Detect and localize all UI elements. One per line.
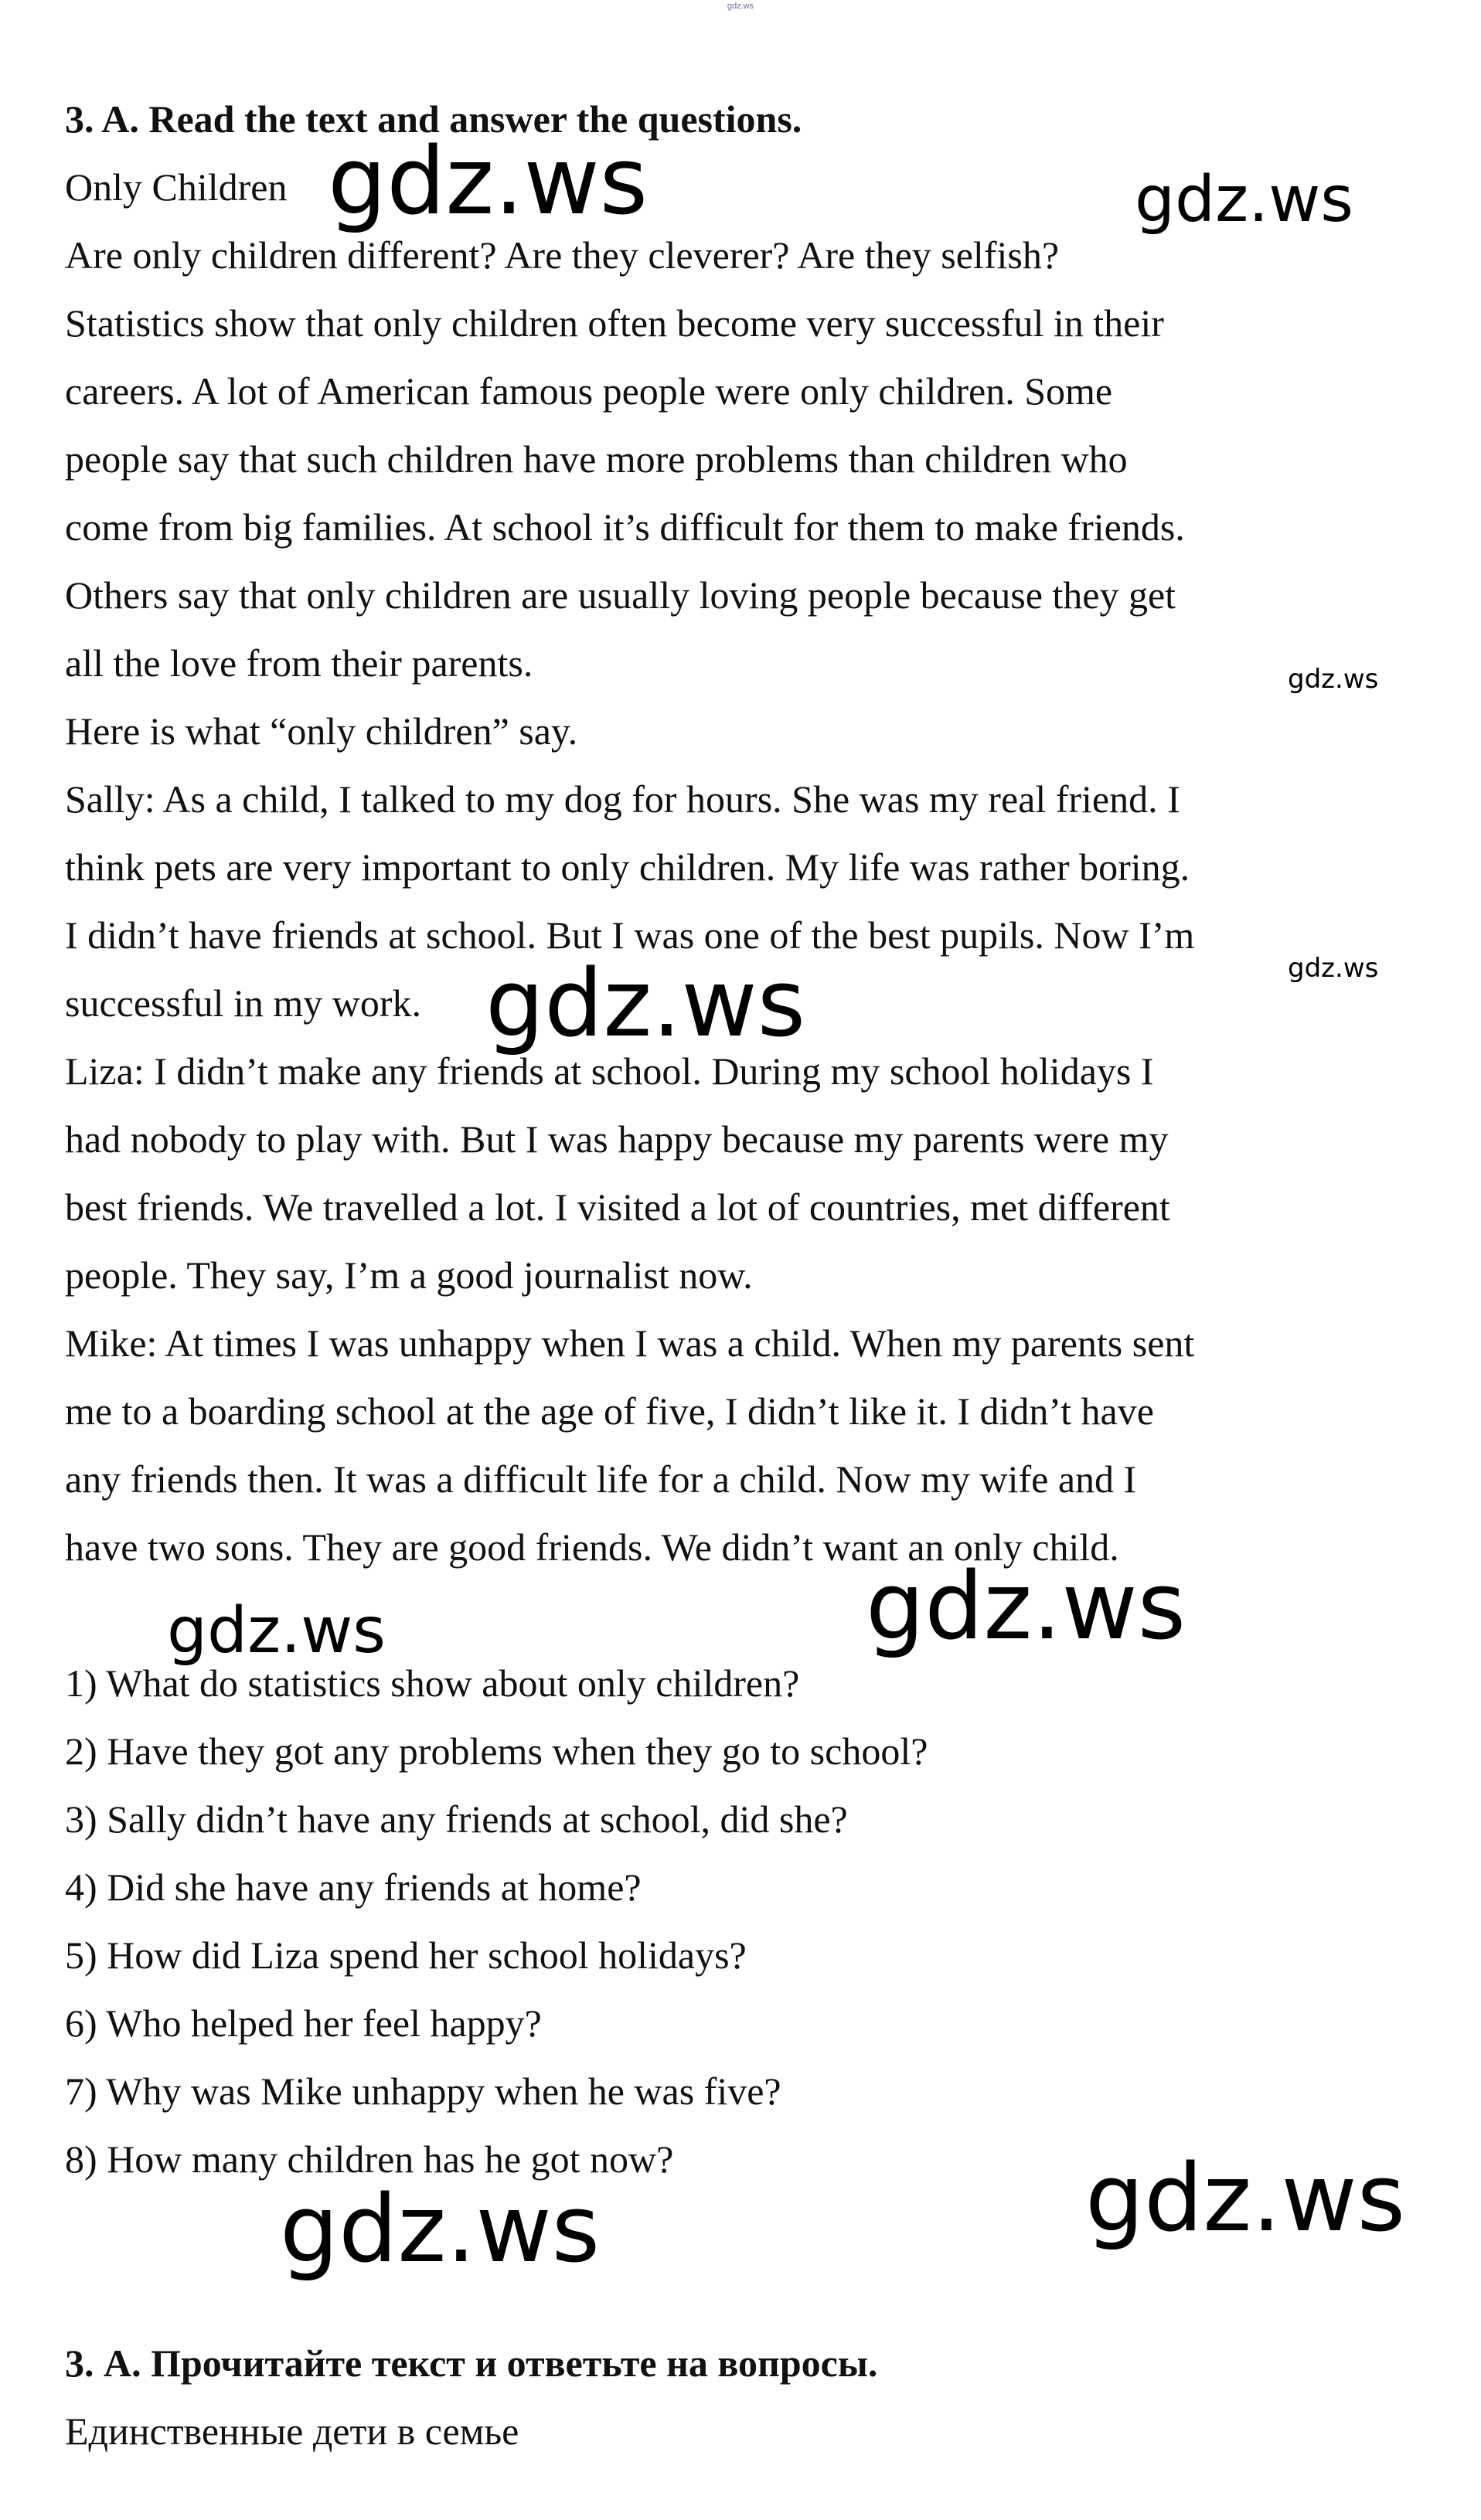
watermark: gdz.ws [328,128,649,236]
text-line: people. They say, I’m a good journalist now. [65,1253,753,1297]
text-line: Liza: I didn’t make any friends at school. During my school holidays I [65,1049,1154,1093]
text-line: have two sons. They are good friends. We didn’t want an only child. [65,1525,1119,1569]
text-line: me to a boarding school at the age of five, I didn’t like it. I didn’t have [65,1389,1154,1433]
text-line: Mike: At times I was unhappy when I was a child. When my parents sent [65,1321,1195,1365]
text-line: Others say that only children are usually loving people because they get [65,573,1176,617]
text-line: careers. A lot of American famous people were only children. Some [65,369,1113,413]
question-item: 2) Have they got any problems when they go to school? [65,1729,928,1773]
text-line: Are only children different? Are they cleverer? Are they selfish? [65,233,1060,277]
text-line: people say that such children have more problems than children who [65,437,1128,481]
text-line: had nobody to play with. But I was happy because my parents were my [65,1117,1169,1161]
text-line: come from big families. At school it’s difficult for them to make friends. [65,505,1185,549]
question-item: 1) What do statistics show about only children? [65,1661,800,1705]
question-item: 7) Why was Mike unhappy when he was five? [65,2069,781,2113]
question-item: 4) Did she have any friends at home? [65,1865,642,1909]
text-title-ru: Единственные дети в семье [65,2409,519,2453]
text-line: all the love from their parents. [65,641,533,685]
question-item: 5) How did Liza spend her school holidays? [65,1933,747,1977]
question-item: 8) How many children has he got now? [65,2137,674,2181]
watermark: gdz.ws [280,2176,601,2284]
header-watermark: gdz.ws [727,2,754,11]
watermark: gdz.ws [1085,2145,1406,2253]
text-title-en: Only Children [65,165,288,209]
text-line: Sally: As a child, I talked to my dog for hours. She was my real friend. I [65,777,1180,821]
text-line: successful in my work. [65,981,422,1025]
text-line: any friends then. It was a difficult life for a child. Now my wife and I [65,1457,1137,1501]
exercise-heading-ru: 3. А. Прочитайте текст и ответьте на вопросы. [65,2341,878,2385]
text-line: Statistics show that only children often become very successful in their [65,301,1164,345]
text-line: I didn’t have friends at school. But I was one of the best pupils. Now I’m [65,913,1195,957]
question-item: 3) Sally didn’t have any friends at school, did she? [65,1797,848,1841]
text-line: best friends. We travelled a lot. I visited a lot of countries, met different [65,1185,1170,1229]
watermark: gdz.ws [866,1553,1187,1661]
watermark: gdz.ws [1288,953,1379,984]
watermark: gdz.ws [1288,664,1379,695]
watermark: gdz.ws [1135,163,1353,236]
text-line: think pets are very important to only children. My life was rather boring. [65,845,1190,889]
question-item: 6) Who helped her feel happy? [65,2001,542,2045]
watermark: gdz.ws [167,1594,386,1668]
exercise-heading-en: 3. A. Read the text and answer the questions. [65,97,802,141]
text-line: Here is what “only children” say. [65,709,578,753]
watermark: gdz.ws [485,951,806,1058]
